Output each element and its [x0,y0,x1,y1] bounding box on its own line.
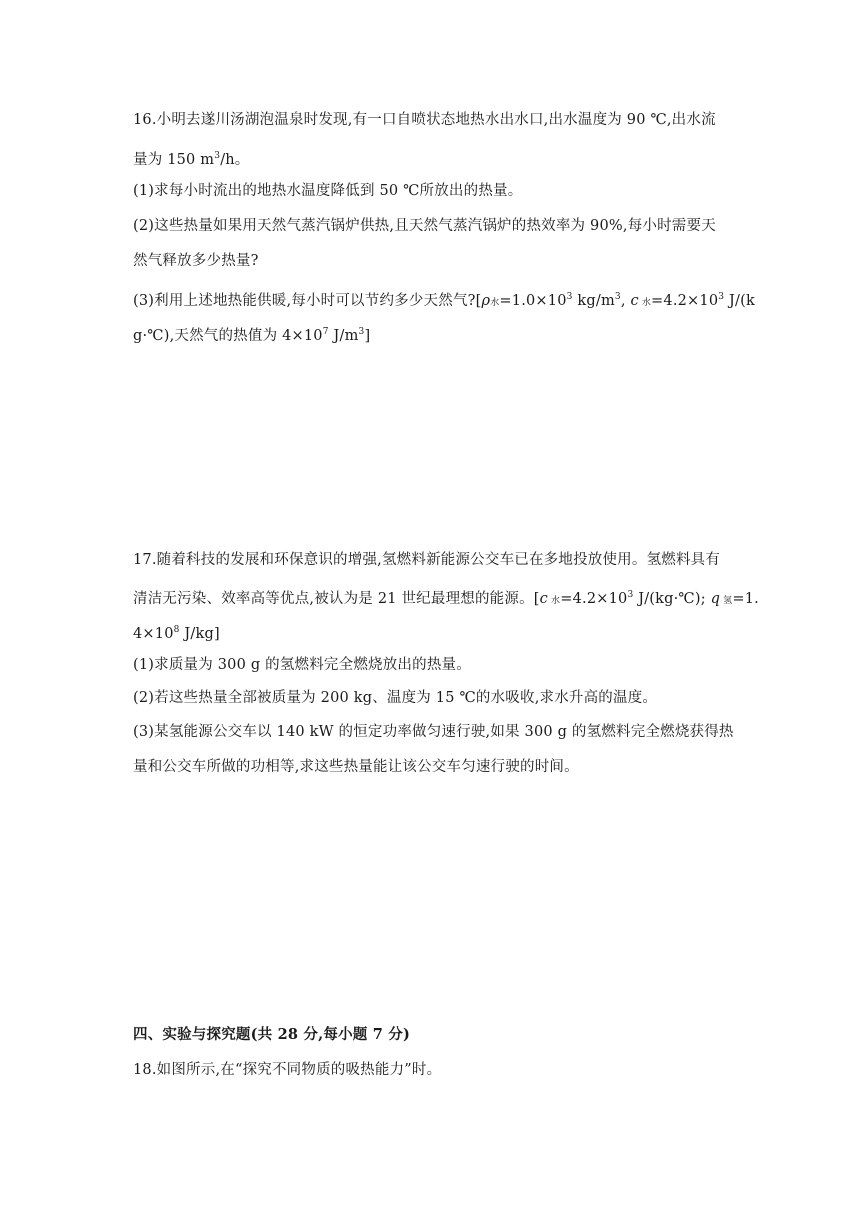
q17-part3-line1: (3)某氢能源公交车以 140 kW 的恒定功率做匀速行驶,如果 300 g 的氢燃料完全燃烧获得热 [133,724,734,740]
q17-part1: (1)求质量为 300 g 的氢燃料完全燃烧放出的热量。 [133,657,471,673]
q17-part2: (2)若这些热量全部被质量为 200 kg、温度为 15 ℃的水吸收,求水升高的温度。 [133,690,658,706]
q17-stem-line3: $4\times 10^8$ J/kg] [133,625,220,642]
q16-part3-line2: g·℃),天然气的热值为 $4\times 10^7$ $J/m^3$] [133,327,371,344]
q17-stem-line2: 清洁无污染、效率高等优点,被认为是 21 世纪最理想的能源。[c 水$=4.2\times 10^3$ J/(kg·℃); q 氢=1. [133,590,759,607]
q16-part2-line2: 然气释放多少热量? [133,253,259,269]
q17-stem-line1: 17.随着科技的发展和环保意识的增强,氢燃料新能源公交车已在多地投放使用。氢燃料具有 [133,552,721,568]
q16-part2-line1: (2)这些热量如果用天然气蒸汽锅炉供热,且天然气蒸汽锅炉的热效率为 90%,每小时需要天 [133,218,716,234]
q16-part1: (1)求每小时流出的地热水温度降低到 50 ℃所放出的热量。 [133,183,523,199]
q16-part3-line1: (3)利用上述地热能供暖,每小时可以节约多少天然气?[ρ水$=1.0\times 10^3$ $kg/m^3$, c 水$=4.2\times 10^3$ J/(k [133,292,755,309]
section-heading: 四、实验与探究题(共 28 分,每小题 7 分) [133,1026,411,1043]
q18-stem: 18.如图所示,在“探究不同物质的吸热能力”时。 [133,1062,442,1078]
q17-part3-line2: 量和公交车所做的功相等,求这些热量能让该公交车匀速行驶的时间。 [133,759,579,775]
q16-stem-line1: 16.小明去遂川汤湖泡温泉时发现,有一口自喷状态地热水出水口,出水温度为 90 ℃,出水流 [133,112,716,128]
q16-stem-line2: 量为 150 $m^3/h$。 [133,151,250,168]
